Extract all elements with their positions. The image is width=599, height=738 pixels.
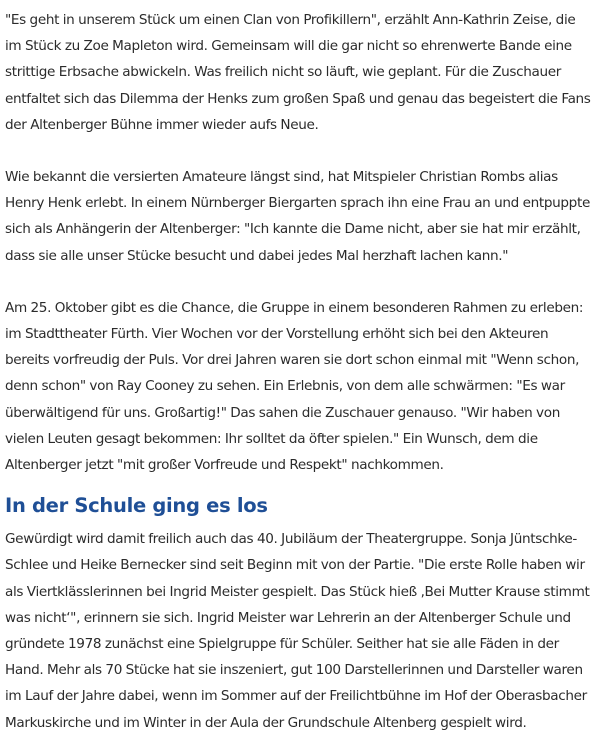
article-paragraph-2: Wie bekannt die versierten Amateure längst sind, hat Mitspieler Christian Rombs alias Henry Henk erlebt. In einem Nürnberger Biergarten sprach ihn eine Frau an und entpuppte sich als Anhängerin der Altenberger: "Ich kannte die Dame nicht, aber sie hat mir erzählt, dass sie alle unser Stücke besucht und dabei jedes Mal herzhaft lachen kann." [5, 169, 590, 264]
paragraph-gap [5, 138, 593, 164]
paragraph-gap [5, 269, 593, 295]
article-paragraph-1: "Es geht in unserem Stück um einen Clan von Profikillern", erzählt Ann-Kathrin Zeise, die im Stück zu Zoe Mapleton wird. Gemeinsam will die gar nicht so ehrenwerte Bande eine strittige Erbsache abwickeln. Was freilich nicht so läuft, wie geplant. Für die Zuschauer entfaltet sich das Dilemma der Henks zum großen Spaß und genau das begeistert die Fans der Altenberger Bühne immer wieder aufs Neue. [5, 12, 591, 133]
article-paragraph-3: Am 25. Oktober gibt es die Chance, die Gruppe in einem besonderen Rahmen zu erleben: im Stadttheater Fürth. Vier Wochen vor der Vorstellung erhöht sich bei den Akteuren bereits vorfreudig der Puls. Vor drei Jahren waren sie dort schon einmal mit "Wenn schon, denn schon" von Ray Cooney zu sehen. Ein Erlebnis, von dem alle schwärmen: "Es war überwältigend für uns. Großartig!" Das sahen die Zuschauer genauso. "Wir haben von vielen Leuten gesagt bekommen: Ihr solltet da öfter spielen." Ein Wunsch, dem die Altenberger jetzt "mit großer Vorfreude und Respekt" nachkommen. [5, 299, 584, 474]
section-heading: In der Schule ging es los [5, 494, 268, 518]
article-paragraph-4: Gewürdigt wird damit freilich auch das 40. Jubiläum der Theatergruppe. Sonja Jüntschke-Schlee und Heike Bernecker sind seit Beginn mit von der Partie. "Die erste Rolle haben wir als Viertklässlerinnen bei Ingrid Meister gespielt. Das Stück hieß ‚Bei Mutter Krause stimmt was nicht‘", erinnern sie sich. Ingrid Meister war Lehrerin an der Altenberger Schule und gründete 1978 zunächst eine Spielgruppe für Schüler. Seither hat sie alle Fäden in der Hand. Mehr als 70 Stücke hat sie inszeniert, gut 100 Darstellerinnen und Darsteller waren im Lauf der Jahre dabei, wenn im Sommer auf der Freilichtbühne im Hof der Oberasbacher Markuskirche und im Winter in der Aula der Grundschule Altenberg gespielt wird. [5, 531, 590, 731]
